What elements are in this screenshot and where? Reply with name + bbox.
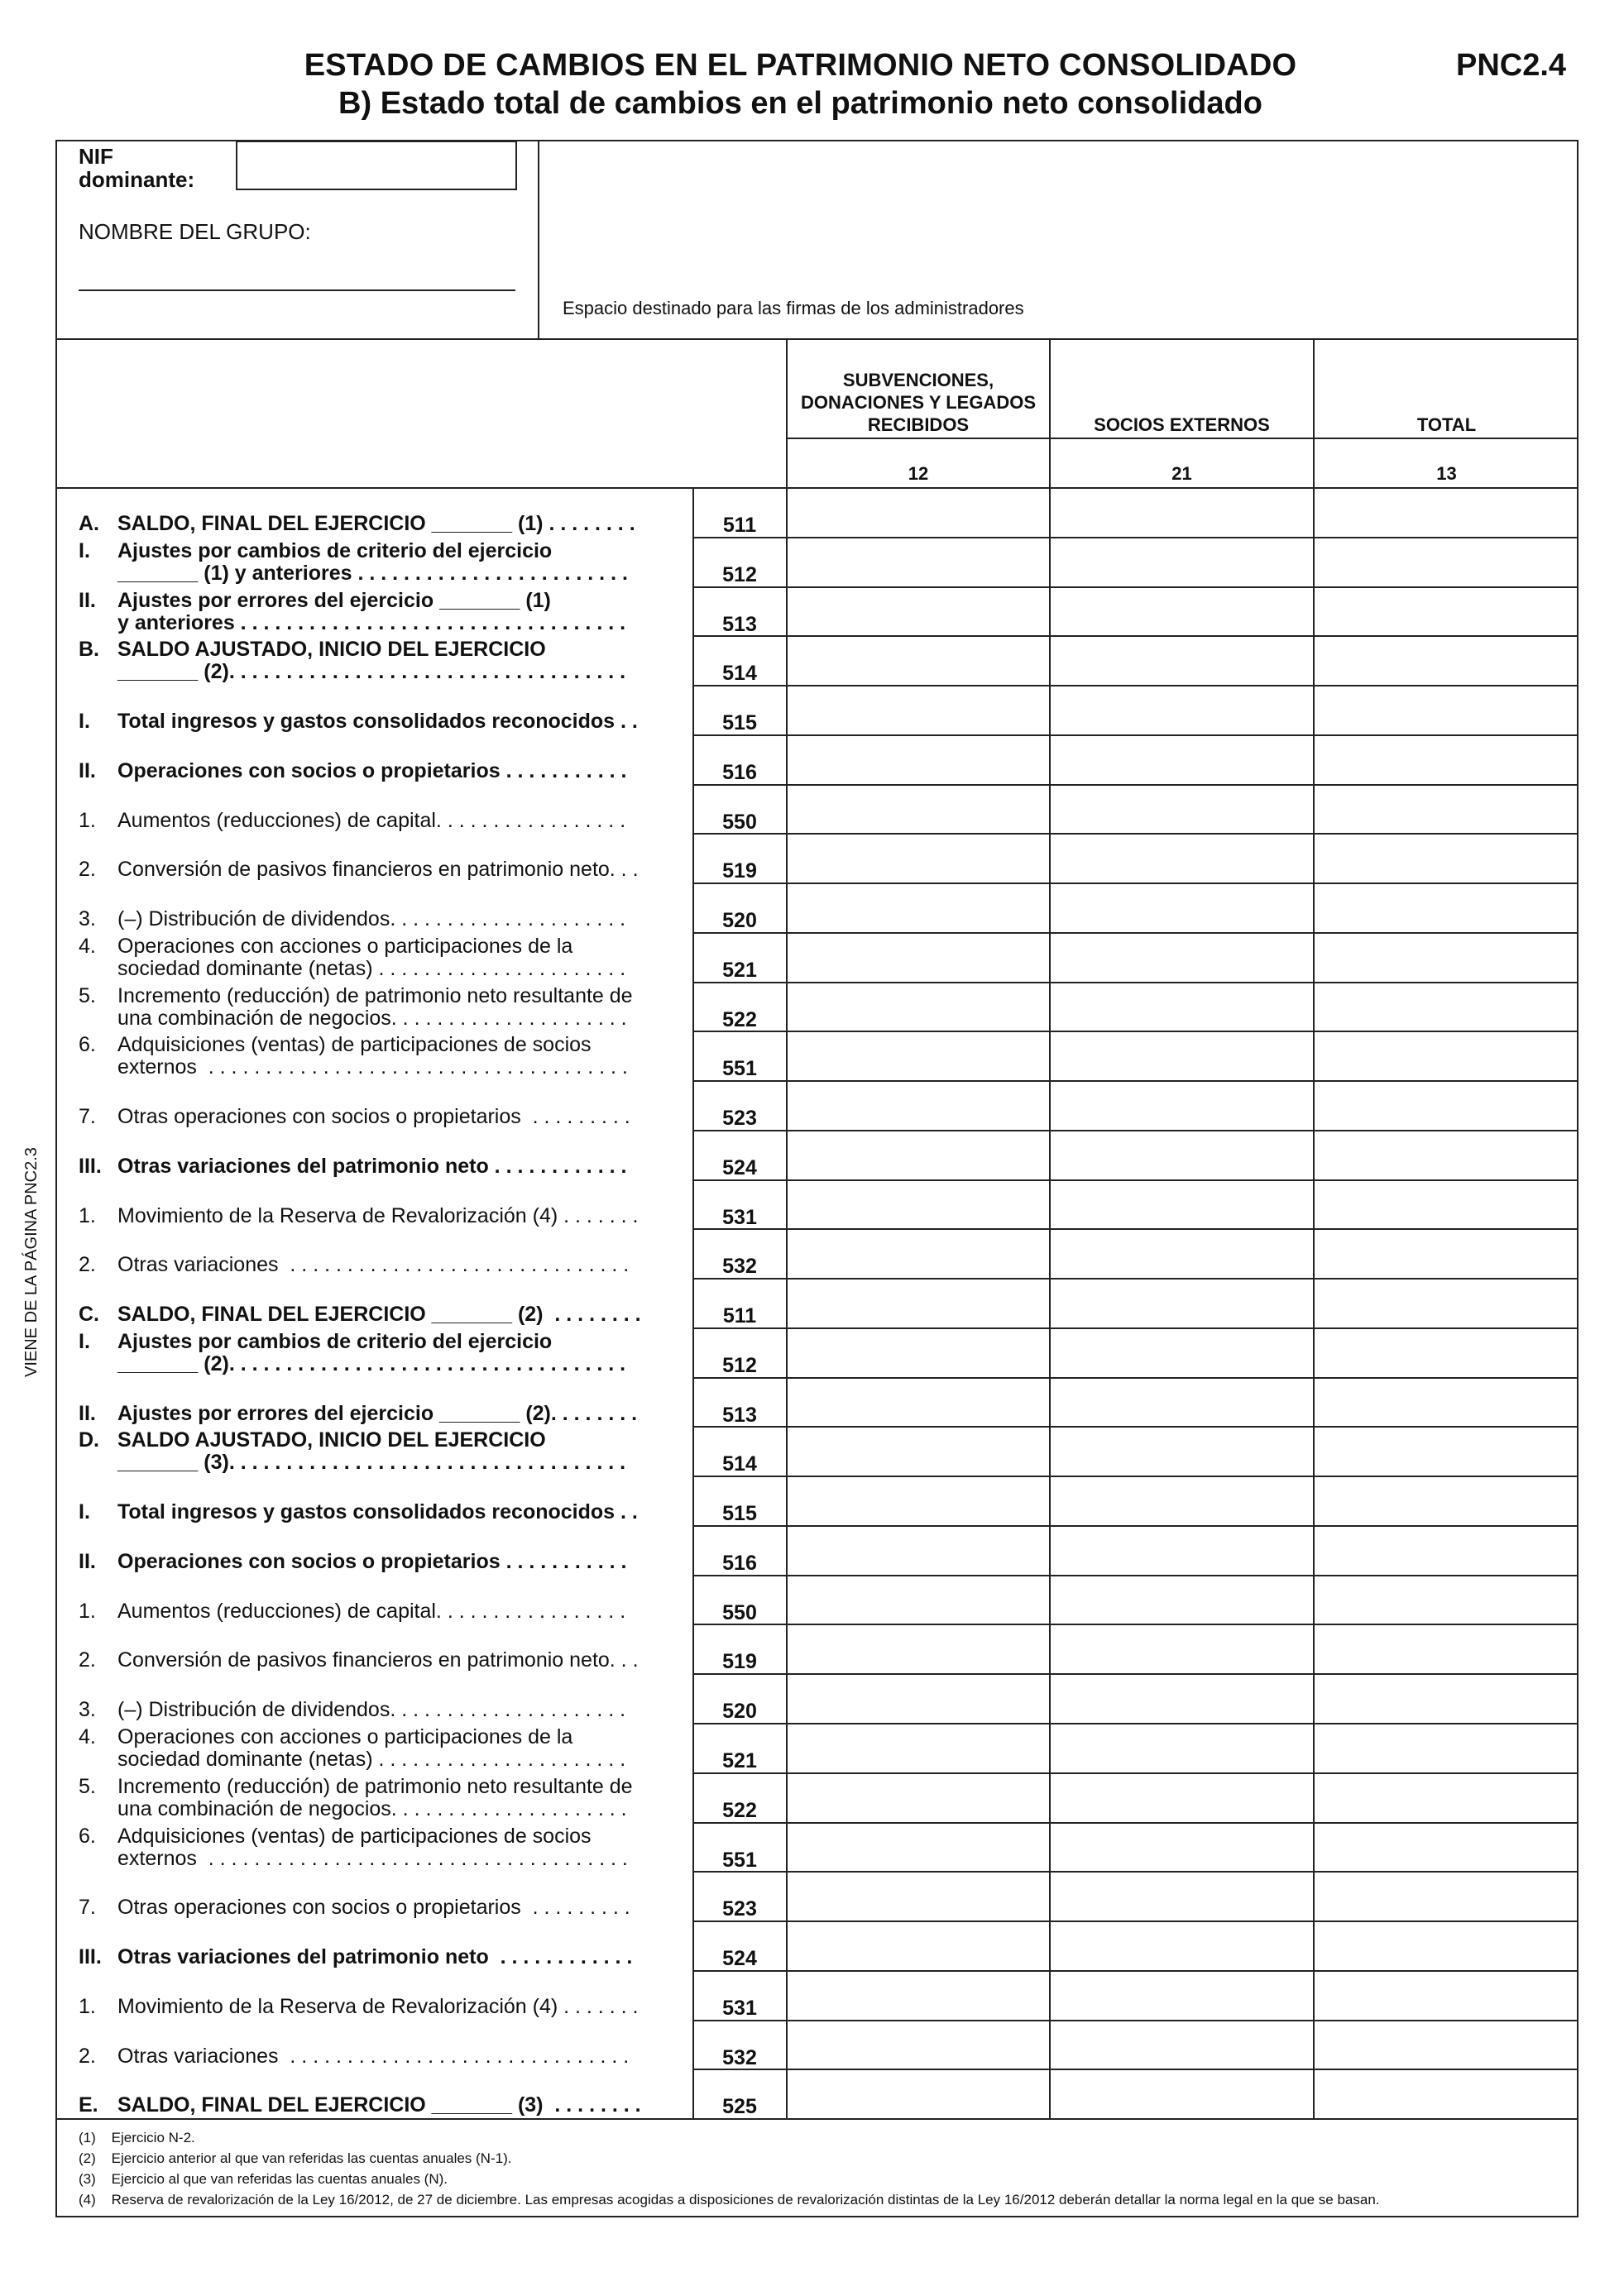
row-code: 514 — [722, 662, 757, 686]
value-cell-socios-externos[interactable] — [1051, 1228, 1313, 1278]
value-cell-socios-externos[interactable] — [1051, 1278, 1313, 1327]
value-cell-subvenciones[interactable] — [788, 932, 1049, 982]
value-cell-total[interactable] — [1315, 1327, 1578, 1377]
row-number: 7. — [79, 1105, 96, 1129]
row-code: 531 — [722, 1996, 757, 2020]
value-cell-subvenciones[interactable] — [788, 1426, 1049, 1476]
row-code: 523 — [722, 1107, 757, 1131]
row-code: 550 — [722, 1600, 757, 1624]
row-code: 532 — [722, 2045, 757, 2069]
row-label: Movimiento de la Reserva de Revalorización (4) . . . . . . . — [117, 1994, 639, 2018]
value-cell-total[interactable] — [1315, 982, 1578, 1031]
value-cell-subvenciones[interactable] — [788, 537, 1049, 586]
col-code-13: 13 — [1436, 463, 1457, 484]
row-code: 531 — [722, 1205, 757, 1229]
value-cell-subvenciones[interactable] — [788, 1031, 1049, 1080]
value-cell-total[interactable] — [1315, 635, 1578, 685]
row-label: Ajustes por errores del ejercicio _______ (2). . . . . . . . — [117, 1401, 638, 1425]
row-number: 4. — [79, 934, 96, 958]
statement-row — [0, 932, 1624, 982]
value-cell-total[interactable] — [1315, 1822, 1578, 1872]
row-number: I. — [79, 1500, 90, 1524]
statement-row — [0, 1031, 1624, 1080]
statement-row — [0, 1228, 1624, 1278]
footnote-1: (1) Ejercicio N-2. — [79, 2130, 195, 2145]
statement-row — [0, 784, 1624, 834]
value-cell-socios-externos[interactable] — [1051, 734, 1313, 784]
row-code: 524 — [722, 1155, 757, 1179]
row-number: III. — [79, 1154, 102, 1178]
row-label: y anteriores . . . . . . . . . . . . . . . . . . . . . . . . . . . . . . . . . . — [117, 610, 626, 634]
col-code-21: 21 — [1171, 463, 1192, 484]
row-label: SALDO, FINAL DEL EJERCICIO _______ (3) . . . . . . . . — [117, 2093, 641, 2117]
statement-row — [0, 1772, 1624, 1822]
row-code: 525 — [722, 2095, 757, 2119]
row-label: Aumentos (reducciones) de capital. . . . . . . . . . . . . . . . . — [117, 1599, 626, 1623]
row-number: D. — [79, 1428, 99, 1452]
statement-row — [0, 982, 1624, 1031]
row-number: II. — [79, 588, 96, 612]
value-cell-subvenciones[interactable] — [788, 1970, 1049, 2020]
footnote-3: (3) Ejercicio al que van referidas las cuentas anuales (N). — [79, 2171, 448, 2187]
value-cell-socios-externos[interactable] — [1051, 1130, 1313, 1179]
row-number: 1. — [79, 1599, 96, 1623]
row-code: 519 — [722, 1650, 757, 1674]
row-code: 524 — [722, 1947, 757, 1971]
value-cell-subvenciones[interactable] — [788, 1871, 1049, 1921]
row-label: Otras variaciones . . . . . . . . . . . . . . . . . . . . . . . . . . . . . . — [117, 1253, 630, 1277]
value-cell-total[interactable] — [1315, 487, 1578, 537]
identity-divider — [538, 140, 539, 339]
value-cell-socios-externos[interactable] — [1051, 1476, 1313, 1525]
value-cell-total[interactable] — [1315, 586, 1578, 636]
value-cell-subvenciones[interactable] — [788, 784, 1049, 834]
row-label-line1: Ajustes por cambios de criterio del ejercicio — [117, 1329, 553, 1353]
value-cell-socios-externos[interactable] — [1051, 2020, 1313, 2069]
row-number: B. — [79, 638, 99, 662]
statement-row — [0, 1278, 1624, 1327]
row-label-line1: SALDO AJUSTADO, INICIO DEL EJERCICIO — [117, 638, 546, 662]
row-label: _______ (2). . . . . . . . . . . . . . . . . . . . . . . . . . . . . . . . . . . — [117, 660, 626, 684]
row-number: 3. — [79, 907, 96, 931]
identity-bottom-rule — [55, 338, 1578, 340]
page-subtitle: B) Estado total de cambios en el patrimonio neto consolidado — [338, 86, 1262, 121]
statement-row — [0, 833, 1624, 883]
row-label-line1: SALDO AJUSTADO, INICIO DEL EJERCICIO — [117, 1428, 546, 1452]
row-code: 516 — [722, 1551, 757, 1575]
statement-row — [0, 1723, 1624, 1772]
row-label: _______ (1) y anteriores . . . . . . . . . . . . . . . . . . . . . . . . — [117, 561, 628, 585]
value-cell-total[interactable] — [1315, 1426, 1578, 1476]
value-cell-subvenciones[interactable] — [788, 1772, 1049, 1822]
row-label: sociedad dominante (netas) . . . . . . . . . . . . . . . . . . . . . . — [117, 956, 626, 980]
statement-row — [0, 635, 1624, 685]
group-name-label: NOMBRE DEL GRUPO: — [79, 219, 311, 244]
statement-row — [0, 685, 1624, 734]
row-label: Operaciones con socios o propietarios . . . . . . . . . . . — [117, 758, 627, 782]
value-cell-total[interactable] — [1315, 685, 1578, 734]
value-cell-subvenciones[interactable] — [788, 685, 1049, 734]
row-number: I. — [79, 1329, 90, 1353]
value-cell-total[interactable] — [1315, 1871, 1578, 1921]
row-number: 2. — [79, 1648, 96, 1672]
group-name-field[interactable] — [79, 289, 515, 291]
value-cell-subvenciones[interactable] — [788, 1723, 1049, 1772]
value-cell-subvenciones[interactable] — [788, 1179, 1049, 1229]
row-label: Operaciones con socios o propietarios . . . . . . . . . . . — [117, 1549, 627, 1573]
row-number: 4. — [79, 1725, 96, 1748]
footnote-4: (4) Reserva de revalorización de la Ley 16/2012, de 27 de diciembre. Las empresas acogidas a disposiciones de revalorización distintas de la Ley 16/2012 deberán detallar la norma legal en la que se basan. — [79, 2192, 1380, 2208]
value-cell-subvenciones[interactable] — [788, 833, 1049, 883]
row-label: (–) Distribución de dividendos. . . . . . . . . . . . . . . . . . . . . — [117, 1698, 626, 1722]
signatures-area-label: Espacio destinado para las firmas de los administradores — [563, 298, 1024, 318]
col-code-12: 12 — [908, 463, 929, 484]
value-cell-subvenciones[interactable] — [788, 1080, 1049, 1130]
value-cell-socios-externos[interactable] — [1051, 635, 1313, 685]
col-header-socios-externos: SOCIOS EXTERNOS — [1094, 414, 1270, 435]
statement-row — [0, 1822, 1624, 1872]
row-label: Conversión de pasivos financieros en patrimonio neto. . . — [117, 1648, 639, 1672]
row-number: 7. — [79, 1896, 96, 1920]
form-code: PNC2.4 — [1456, 48, 1567, 83]
row-code: 520 — [722, 909, 757, 933]
value-cell-subvenciones[interactable] — [788, 1673, 1049, 1723]
value-cell-socios-externos[interactable] — [1051, 1327, 1313, 1377]
row-label: externos . . . . . . . . . . . . . . . . . . . . . . . . . . . . . . . . . . . . . — [117, 1055, 628, 1079]
row-label: una combinación de negocios. . . . . . . . . . . . . . . . . . . . . — [117, 1796, 627, 1820]
row-number: I. — [79, 538, 90, 562]
row-number: 2. — [79, 1253, 96, 1277]
value-cell-socios-externos[interactable] — [1051, 1822, 1313, 1872]
row-label: Total ingresos y gastos consolidados reconocidos . . — [117, 1500, 638, 1524]
row-label: Otras operaciones con socios o propietarios . . . . . . . . . — [117, 1105, 630, 1129]
row-number: 2. — [79, 2044, 96, 2068]
row-code: 522 — [722, 1798, 757, 1822]
row-number: 2. — [79, 858, 96, 882]
row-code: 516 — [722, 760, 757, 784]
value-cell-socios-externos[interactable] — [1051, 1673, 1313, 1723]
row-number: 6. — [79, 1824, 96, 1848]
value-cell-total[interactable] — [1315, 1228, 1578, 1278]
row-number: 1. — [79, 1203, 96, 1227]
row-number: A. — [79, 512, 99, 535]
value-cell-subvenciones[interactable] — [788, 1278, 1049, 1327]
value-cell-total[interactable] — [1315, 1476, 1578, 1525]
row-number: 5. — [79, 983, 96, 1007]
statement-row — [0, 1426, 1624, 1476]
row-label: _______ (2). . . . . . . . . . . . . . . . . . . . . . . . . . . . . . . . . . . — [117, 1351, 626, 1375]
value-cell-socios-externos[interactable] — [1051, 1179, 1313, 1229]
row-code: 515 — [722, 1502, 757, 1526]
row-label-line1: Incremento (reducción) de patrimonio neto resultante de — [117, 983, 633, 1007]
statement-row — [0, 1871, 1624, 1921]
row-number: E. — [79, 2093, 98, 2117]
value-cell-socios-externos[interactable] — [1051, 1426, 1313, 1476]
statement-row — [0, 734, 1624, 784]
statement-row — [0, 1327, 1624, 1377]
statement-row — [0, 1970, 1624, 2020]
row-code: 513 — [722, 1403, 757, 1427]
statement-row — [0, 537, 1624, 586]
value-cell-total[interactable] — [1315, 1130, 1578, 1179]
row-code: 514 — [722, 1452, 757, 1476]
value-cell-total[interactable] — [1315, 1179, 1578, 1229]
row-label: (–) Distribución de dividendos. . . . . . . . . . . . . . . . . . . . . — [117, 907, 626, 931]
row-number: 1. — [79, 808, 96, 832]
value-cell-total[interactable] — [1315, 1031, 1578, 1080]
value-cell-socios-externos[interactable] — [1051, 537, 1313, 586]
value-cell-socios-externos[interactable] — [1051, 685, 1313, 734]
value-cell-total[interactable] — [1315, 2069, 1578, 2118]
value-cell-socios-externos[interactable] — [1051, 1970, 1313, 2020]
value-cell-subvenciones[interactable] — [788, 586, 1049, 636]
row-code: 519 — [722, 859, 757, 883]
row-number: 1. — [79, 1994, 96, 2018]
row-number: II. — [79, 758, 96, 782]
value-cell-total[interactable] — [1315, 1278, 1578, 1327]
row-label: SALDO, FINAL DEL EJERCICIO _______ (1) . . . . . . . . — [117, 512, 635, 535]
value-cell-socios-externos[interactable] — [1051, 932, 1313, 982]
row-label: sociedad dominante (netas) . . . . . . . . . . . . . . . . . . . . . . — [117, 1748, 626, 1771]
value-cell-total[interactable] — [1315, 1575, 1578, 1624]
row-number: II. — [79, 1549, 96, 1573]
value-cell-socios-externos[interactable] — [1051, 1723, 1313, 1772]
value-cell-subvenciones[interactable] — [788, 1525, 1049, 1575]
statement-row — [0, 1921, 1624, 1970]
row-code: 523 — [722, 1897, 757, 1921]
side-reference-text: VIENE DE LA PÁGINA PNC2.3 — [22, 1147, 41, 1377]
row-code: 551 — [722, 1848, 757, 1872]
value-cell-socios-externos[interactable] — [1051, 487, 1313, 537]
value-cell-subvenciones[interactable] — [788, 734, 1049, 784]
value-cell-socios-externos[interactable] — [1051, 1080, 1313, 1130]
value-cell-subvenciones[interactable] — [788, 1130, 1049, 1179]
col-header-subvenciones: SUBVENCIONES, DONACIONES Y LEGADOS RECIBIDOS — [800, 370, 1036, 435]
statement-row — [0, 1476, 1624, 1525]
value-cell-subvenciones[interactable] — [788, 982, 1049, 1031]
value-cell-total[interactable] — [1315, 1723, 1578, 1772]
row-number: 5. — [79, 1774, 96, 1798]
row-code: 512 — [722, 1353, 757, 1377]
row-label: _______ (3). . . . . . . . . . . . . . . . . . . . . . . . . . . . . . . . . . . — [117, 1451, 626, 1475]
row-label: Conversión de pasivos financieros en patrimonio neto. . . — [117, 858, 639, 882]
value-cell-subvenciones[interactable] — [788, 2020, 1049, 2069]
footnote-2: (2) Ejercicio anterior al que van referidas las cuentas anuales (N-1). — [79, 2150, 512, 2166]
nif-input-box[interactable] — [236, 141, 517, 190]
value-cell-total[interactable] — [1315, 833, 1578, 883]
row-code: 515 — [722, 711, 757, 735]
row-label-line1: Adquisiciones (ventas) de participaciones de socios — [117, 1824, 592, 1848]
row-number: II. — [79, 1401, 96, 1425]
row-number: 6. — [79, 1033, 96, 1057]
value-cell-socios-externos[interactable] — [1051, 833, 1313, 883]
row-label: Otras variaciones del patrimonio neto . . . . . . . . . . . . — [117, 1945, 633, 1969]
row-code: 511 — [722, 1304, 757, 1328]
statement-row — [0, 487, 1624, 537]
row-label: SALDO, FINAL DEL EJERCICIO _______ (2) . . . . . . . . — [117, 1303, 641, 1327]
statement-row — [0, 1575, 1624, 1624]
statement-row — [0, 586, 1624, 636]
value-cell-total[interactable] — [1315, 1970, 1578, 2020]
value-cell-socios-externos[interactable] — [1051, 1377, 1313, 1427]
statement-row — [0, 1179, 1624, 1229]
value-cell-subvenciones[interactable] — [788, 1327, 1049, 1377]
statement-row — [0, 1377, 1624, 1427]
row-label-line1: Incremento (reducción) de patrimonio neto resultante de — [117, 1774, 633, 1798]
row-code: 512 — [722, 562, 757, 586]
statement-row — [0, 1525, 1624, 1575]
statement-row — [0, 2069, 1624, 2118]
footnotes — [79, 2127, 1380, 2210]
statement-row — [0, 1673, 1624, 1723]
value-cell-subvenciones[interactable] — [788, 1377, 1049, 1427]
row-label: Otras operaciones con socios o propietarios . . . . . . . . . — [117, 1896, 630, 1920]
value-cell-subvenciones[interactable] — [788, 1624, 1049, 1673]
value-cell-socios-externos[interactable] — [1051, 784, 1313, 834]
value-cell-subvenciones[interactable] — [788, 487, 1049, 537]
value-cell-socios-externos[interactable] — [1051, 1921, 1313, 1970]
row-code: 551 — [722, 1057, 757, 1081]
value-cell-subvenciones[interactable] — [788, 883, 1049, 932]
value-cell-total[interactable] — [1315, 1673, 1578, 1723]
value-cell-total[interactable] — [1315, 2020, 1578, 2069]
row-label: Movimiento de la Reserva de Revalorización (4) . . . . . . . — [117, 1203, 639, 1227]
row-label-line1: Ajustes por cambios de criterio del ejercicio — [117, 538, 553, 562]
row-code: 513 — [722, 612, 757, 636]
row-number: I. — [79, 710, 90, 734]
value-cell-socios-externos[interactable] — [1051, 586, 1313, 636]
value-cell-subvenciones[interactable] — [788, 1575, 1049, 1624]
value-cell-socios-externos[interactable] — [1051, 1031, 1313, 1080]
row-code: 521 — [722, 958, 757, 982]
row-label-line1: Ajustes por errores del ejercicio _______ (1) — [117, 588, 551, 612]
value-cell-subvenciones[interactable] — [788, 635, 1049, 685]
value-cell-total[interactable] — [1315, 1921, 1578, 1970]
value-cell-total[interactable] — [1315, 1080, 1578, 1130]
value-cell-socios-externos[interactable] — [1051, 1624, 1313, 1673]
footnotes-top-rule — [55, 2118, 1578, 2120]
value-cell-socios-externos[interactable] — [1051, 2069, 1313, 2118]
row-label-line1: Operaciones con acciones o participaciones de la — [117, 934, 573, 958]
value-cell-total[interactable] — [1315, 1525, 1578, 1575]
row-label: Otras variaciones del patrimonio neto . . . . . . . . . . . . — [117, 1154, 627, 1178]
statement-row — [0, 1624, 1624, 1673]
value-cell-total[interactable] — [1315, 883, 1578, 932]
value-cell-subvenciones[interactable] — [788, 1822, 1049, 1872]
value-cell-total[interactable] — [1315, 1377, 1578, 1427]
value-cell-socios-externos[interactable] — [1051, 982, 1313, 1031]
value-cell-socios-externos[interactable] — [1051, 1575, 1313, 1624]
nif-label: NIF dominante: — [79, 144, 195, 192]
col-header-total: TOTAL — [1416, 414, 1477, 435]
value-cell-socios-externos[interactable] — [1051, 1772, 1313, 1822]
row-label: externos . . . . . . . . . . . . . . . . . . . . . . . . . . . . . . . . . . . . . — [117, 1846, 628, 1870]
header-code-rule — [786, 438, 1578, 439]
row-code: 532 — [722, 1255, 757, 1279]
row-code: 521 — [722, 1749, 757, 1772]
row-label: Otras variaciones . . . . . . . . . . . . . . . . . . . . . . . . . . . . . . — [117, 2044, 630, 2068]
value-cell-socios-externos[interactable] — [1051, 1525, 1313, 1575]
row-label-line1: Adquisiciones (ventas) de participaciones de socios — [117, 1033, 592, 1057]
row-label: una combinación de negocios. . . . . . . . . . . . . . . . . . . . . — [117, 1006, 627, 1030]
row-code: 522 — [722, 1007, 757, 1031]
value-cell-socios-externos[interactable] — [1051, 883, 1313, 932]
value-cell-total[interactable] — [1315, 1772, 1578, 1822]
value-cell-subvenciones[interactable] — [788, 1476, 1049, 1525]
value-cell-socios-externos[interactable] — [1051, 1871, 1313, 1921]
value-cell-total[interactable] — [1315, 932, 1578, 982]
row-label: Total ingresos y gastos consolidados reconocidos . . — [117, 710, 638, 734]
statement-row — [0, 883, 1624, 932]
row-code: 550 — [722, 810, 757, 834]
value-cell-total[interactable] — [1315, 1624, 1578, 1673]
row-code: 511 — [722, 514, 757, 537]
value-cell-subvenciones[interactable] — [788, 1921, 1049, 1970]
statement-row — [0, 1080, 1624, 1130]
value-cell-subvenciones[interactable] — [788, 1228, 1049, 1278]
row-number: C. — [79, 1303, 99, 1327]
statement-row — [0, 2020, 1624, 2069]
value-cell-total[interactable] — [1315, 537, 1578, 586]
row-number: III. — [79, 1945, 102, 1969]
row-label-line1: Operaciones con acciones o participaciones de la — [117, 1725, 573, 1748]
row-label: Aumentos (reducciones) de capital. . . . . . . . . . . . . . . . . — [117, 808, 626, 832]
value-cell-total[interactable] — [1315, 784, 1578, 834]
page-title: ESTADO DE CAMBIOS EN EL PATRIMONIO NETO CONSOLIDADO — [304, 48, 1297, 83]
row-number: 3. — [79, 1698, 96, 1722]
row-code: 520 — [722, 1700, 757, 1724]
statement-row — [0, 1130, 1624, 1179]
value-cell-subvenciones[interactable] — [788, 2069, 1049, 2118]
value-cell-total[interactable] — [1315, 734, 1578, 784]
